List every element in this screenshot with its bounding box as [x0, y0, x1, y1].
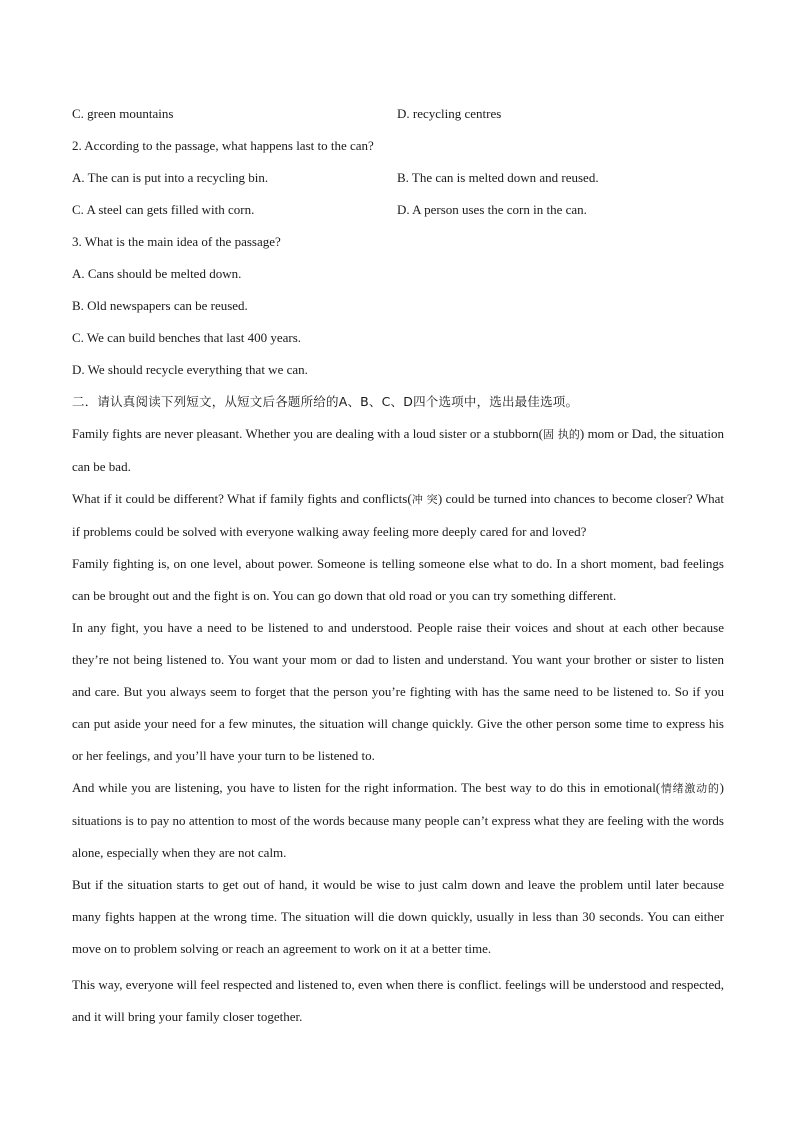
- q2-option-a: A. The can is put into a recycling bin.: [72, 170, 269, 185]
- passage-paragraph-2: [72, 483, 724, 548]
- para-5-text: And while you are listening, you have to listen for the right information. The best way to do this in emotional(: [72, 780, 661, 795]
- q2-question: 2. According to the passage, what happens last to the can?: [72, 138, 374, 153]
- q3-option-c: C. We can build benches that last 400 years.: [72, 330, 302, 345]
- para-7-text: This way, everyone will feel respected and listened to, even when there is conflict. feelings will be understood and respected, and it will bring your family closer together.: [72, 977, 724, 1024]
- passage-paragraph-7: [72, 969, 724, 1033]
- q2-option-d: D. A person uses the corn in the can.: [397, 202, 587, 217]
- passage-paragraph-1: [72, 418, 724, 483]
- para-4-text: In any fight, you have a need to be listened to and understood. People raise their voices and shout at each other because they’re not being listened to. You want your mom or dad to listen and understand. You want your brother or sister to listen and care. But you always seem to forget that the person you’re fighting with has the same need to be listened to. So if you can put aside your need for a few minutes, the situation will change quickly. Give the other person some time to express his or her feelings, and you’ll have your turn to be listened to.: [72, 620, 724, 763]
- q2-option-b: B. The can is melted down and reused.: [397, 170, 599, 185]
- q3-question: 3. What is the main idea of the passage?: [72, 234, 281, 249]
- q2-options-row-2: [72, 194, 724, 226]
- passage-paragraph-3: [72, 548, 724, 612]
- para-2-text: What if it could be different? What if family fights and conflicts(: [72, 491, 412, 506]
- page-content: [72, 98, 724, 1033]
- para-1-gloss: 固 执的: [543, 428, 580, 441]
- q1-option-d: D. recycling centres: [397, 106, 502, 121]
- passage-paragraph-6: [72, 869, 724, 965]
- q1-options-row: [72, 98, 724, 130]
- para-2-text-end: ) could be turned into chances to become closer? What if problems could be solved with everyone walking away feeling more deeply cared for and loved?: [72, 491, 724, 539]
- para-2-gloss: 冲 突: [411, 493, 438, 506]
- q3-option-b: B. Old newspapers can be reused.: [72, 298, 248, 313]
- q1-option-c: C. green mountains: [72, 106, 174, 121]
- q3-option-d: D. We should recycle everything that we can.: [72, 362, 308, 377]
- q2-options-row-1: [72, 162, 724, 194]
- para-1-text: Family fights are never pleasant. Whether you are dealing with a loud sister or a stubborn(: [72, 426, 543, 441]
- q3-option-a: A. Cans should be melted down.: [72, 266, 242, 281]
- para-3-text: Family fighting is, on one level, about power. Someone is telling someone else what to do. In a short moment, bad feelings can be brought out and the fight is on. You can go down that old road or you can try something different.: [72, 556, 724, 603]
- para-6-text: But if the situation starts to get out of hand, it would be wise to just calm down and leave the problem until later because many fights happen at the wrong time. The situation will die down quickly, usually in less than 30 seconds. You can either move on to problem solving or reach an agreement to work on it at a better time.: [72, 877, 724, 956]
- para-5-text-end: ) situations is to pay no attention to most of the words because many people can’t express what they are feeling with the words alone, especially when they are not calm.: [72, 780, 724, 860]
- para-1-text-end: ) mom or Dad, the situation can be bad.: [72, 426, 725, 474]
- passage-paragraph-5: [72, 772, 724, 869]
- section-2-header: 二．请认真阅读下列短文，从短文后各题所给的A、B、C、D四个选项中，选出最佳选项。: [72, 394, 579, 409]
- q2-option-c: C. A steel can gets filled with corn.: [72, 202, 255, 217]
- passage-paragraph-4: [72, 612, 724, 772]
- para-5-gloss: 情绪激动的: [660, 782, 720, 795]
